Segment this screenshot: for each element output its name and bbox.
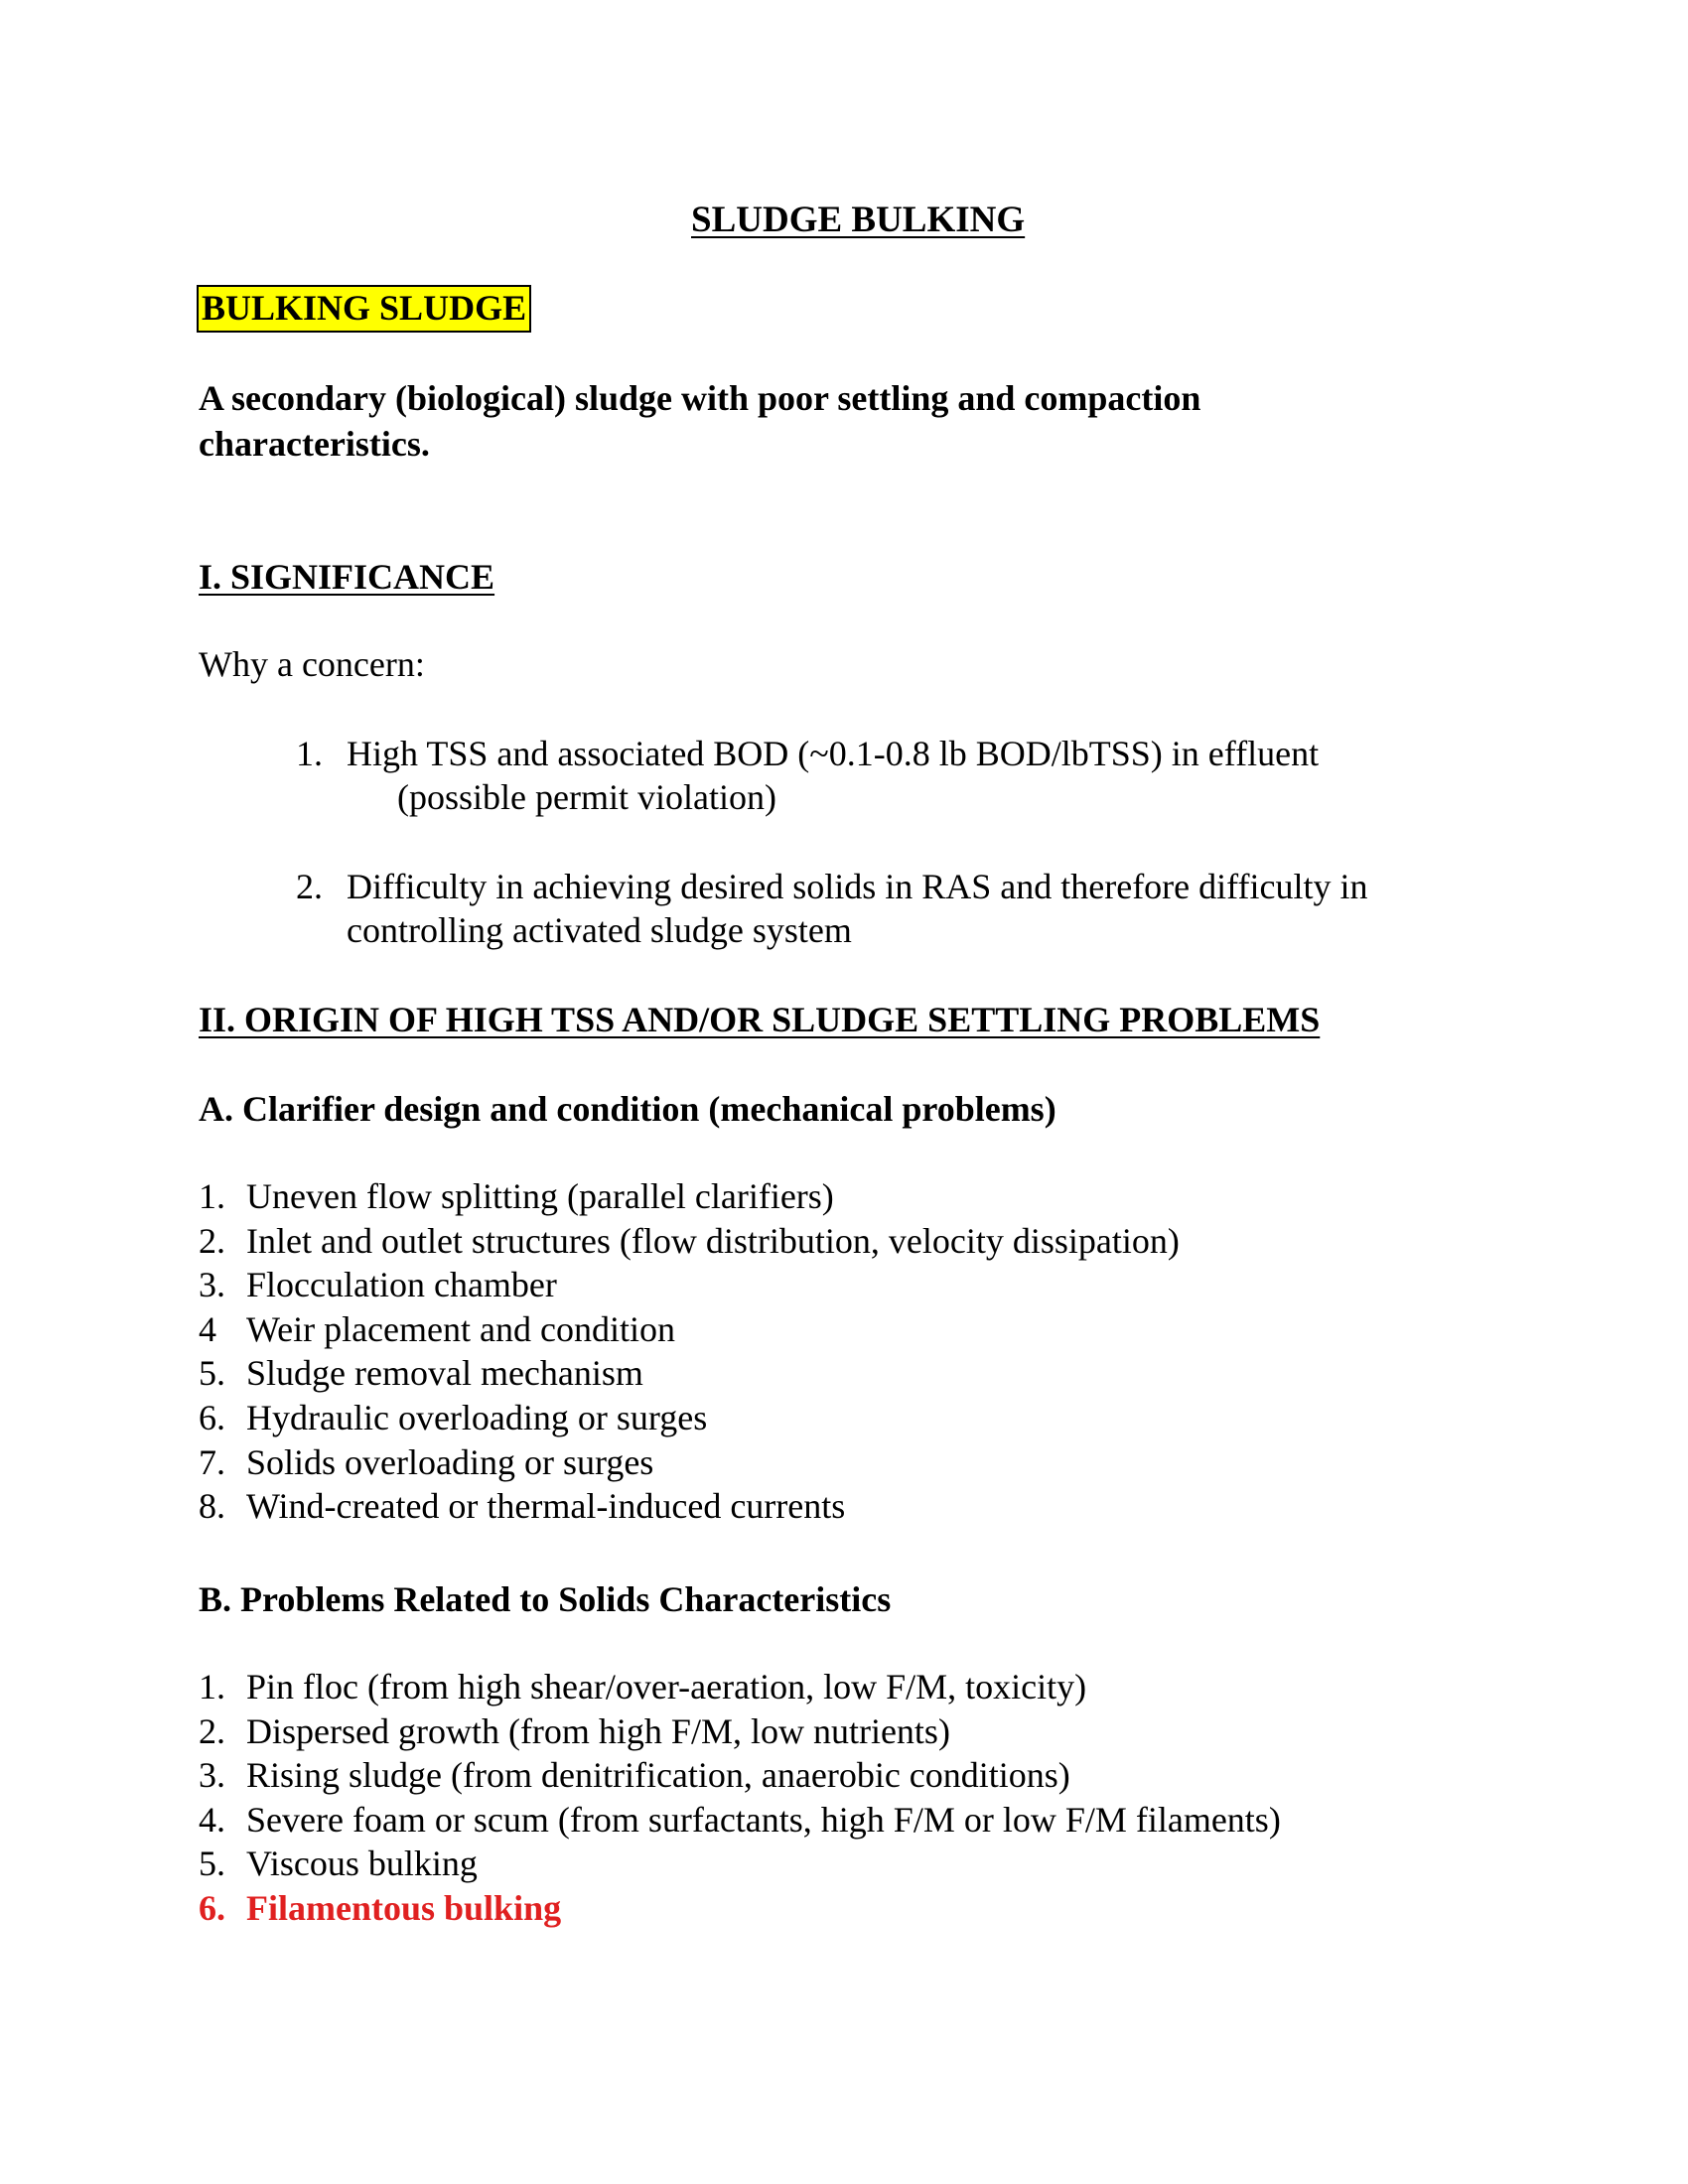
list-number: 5. [199, 1843, 225, 1884]
subsection-heading-b: B. Problems Related to Solids Characteristics [199, 1579, 892, 1619]
list-item: Pin floc (from high shear/over-aeration, low F/M, toxicity) [246, 1667, 1087, 1706]
list-item: Viscous bulking [246, 1843, 478, 1884]
section-heading-origin: II. ORIGIN OF HIGH TSS AND/OR SLUDGE SETTLING PROBLEMS [199, 1000, 1321, 1039]
list-number: 3. [199, 1265, 225, 1305]
list-number: 4 [199, 1308, 216, 1349]
list-number: 7. [199, 1441, 225, 1482]
highlighted-term: BULKING SLUDGE [197, 285, 531, 333]
definition-line-2: characteristics. [199, 424, 430, 464]
list-item: Uneven flow splitting (parallel clarifiers) [246, 1176, 834, 1216]
list-item-emphasized: Filamentous bulking [246, 1888, 562, 1928]
list-item: Sludge removal mechanism [246, 1353, 643, 1394]
section-heading-significance: I. SIGNIFICANCE [199, 557, 495, 597]
list-item: Rising sludge (from denitrification, anaerobic conditions) [246, 1755, 1070, 1796]
list-number: 5. [199, 1353, 225, 1394]
list-item-text-continued: controlling activated sludge system [347, 910, 852, 950]
list-item: Dispersed growth (from high F/M, low nutrients) [246, 1710, 950, 1751]
list-item: Flocculation chamber [246, 1265, 557, 1305]
list-number: 6. [199, 1888, 225, 1928]
list-number: 6. [199, 1398, 225, 1437]
list-item-text: High TSS and associated BOD (~0.1-0.8 lb BOD/lbTSS) in effluent [347, 734, 1320, 773]
list-number: 1. [199, 1176, 225, 1216]
list-item: Hydraulic overloading or surges [246, 1398, 708, 1437]
list-item [296, 733, 323, 774]
list-number: 2. [296, 867, 323, 906]
page-title: SLUDGE BULKING [691, 200, 1026, 240]
list-item: Weir placement and condition [246, 1308, 675, 1349]
list-item-text-continued: (possible permit violation) [397, 777, 776, 817]
list-item: Wind-created or thermal-induced currents [246, 1486, 846, 1527]
list-number: 2. [199, 1220, 225, 1261]
list-number: 1. [199, 1667, 225, 1706]
list-number: 1. [296, 734, 323, 773]
subsection-heading-a: A. Clarifier design and condition (mechanical problems) [199, 1089, 1056, 1129]
list-number: 3. [199, 1755, 225, 1796]
significance-intro: Why a concern: [199, 644, 425, 684]
definition-line-1: A secondary (biological) sludge with poor settling and compaction [199, 378, 1201, 418]
list-number: 8. [199, 1486, 225, 1527]
list-number: 4. [199, 1799, 225, 1840]
list-item: Solids overloading or surges [246, 1441, 654, 1482]
list-item: Inlet and outlet structures (flow distribution, velocity dissipation) [246, 1220, 1180, 1261]
list-number: 2. [199, 1710, 225, 1751]
list-item: Severe foam or scum (from surfactants, high F/M or low F/M filaments) [246, 1799, 1281, 1840]
list-item [296, 866, 323, 907]
list-item-text: Difficulty in achieving desired solids in RAS and therefore difficulty in [347, 867, 1368, 906]
